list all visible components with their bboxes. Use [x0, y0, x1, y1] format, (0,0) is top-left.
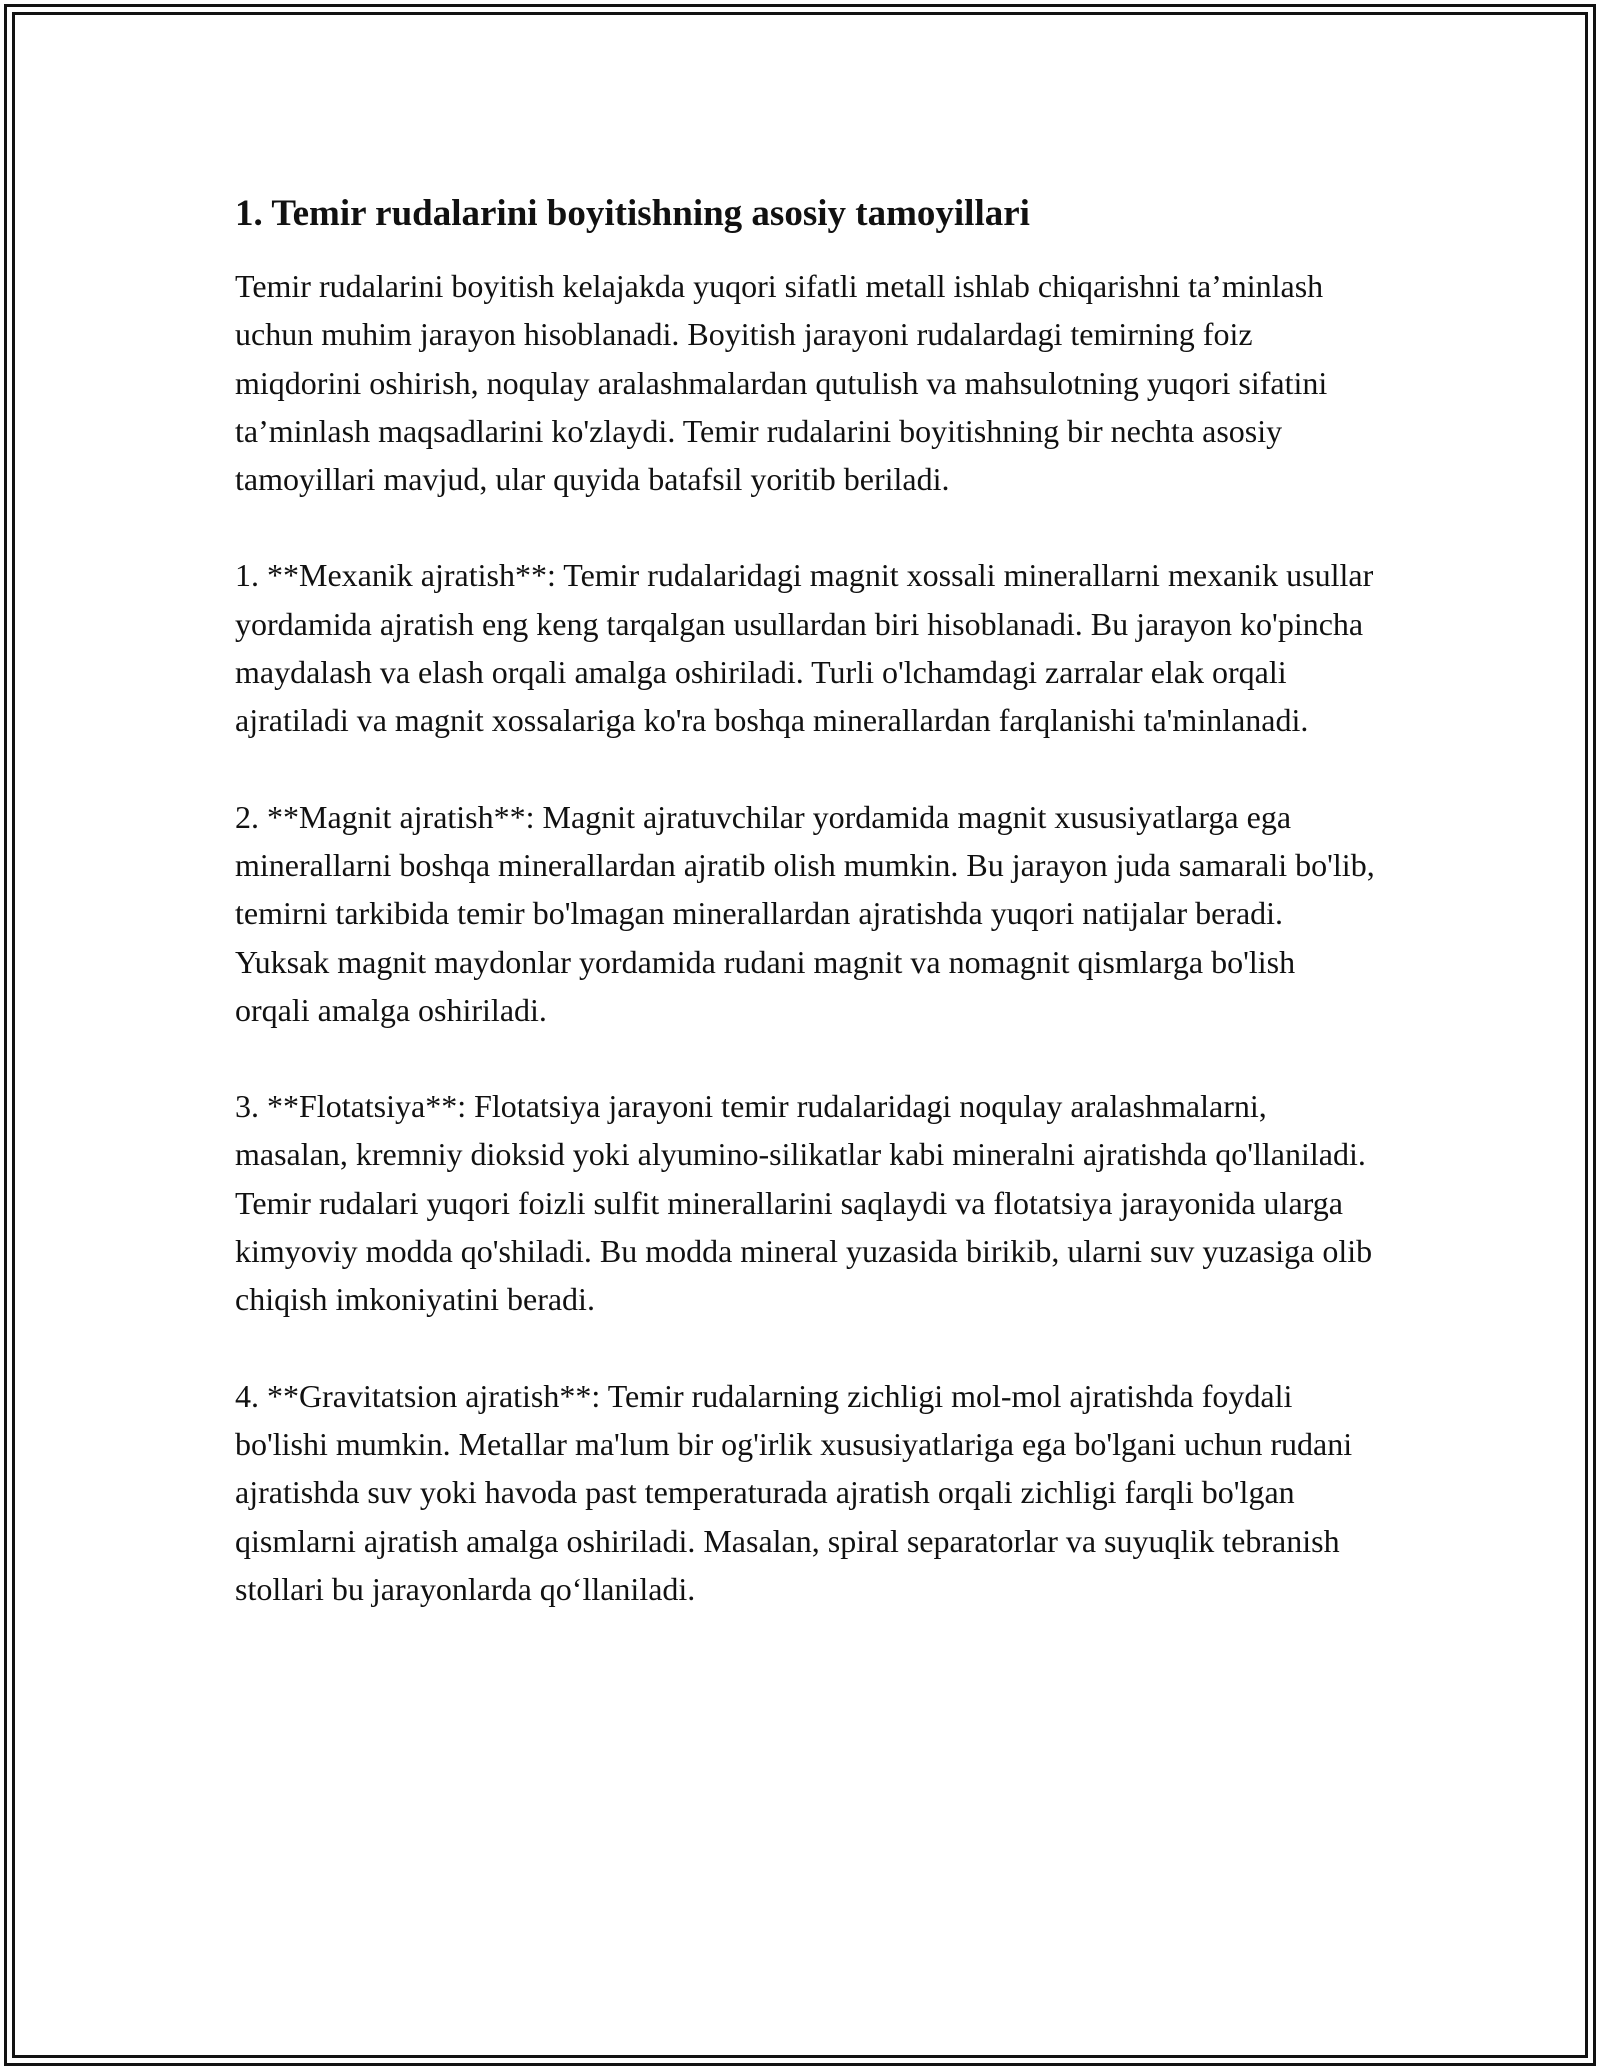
paragraph-flotatsiya: 3. **Flotatsiya**: Flotatsiya jarayoni temir rudalaridagi noqulay aralashmalarni, masalan, kremniy dioksid yoki alyumino-silikatlar kabi mineralni ajratishda qo'llaniladi. Temir rudalari yuqori foizli sulfit minerallarini saqlaydi va flotatsiya jarayonida ularga kimyoviy modda qo'shiladi. Bu modda mineral yuzasida birikib, ularni suv yuzasiga olib chiqish imkoniyatini beradi.: [235, 1088, 1373, 1318]
paragraph-gravitatsion-ajratish: 4. **Gravitatsion ajratish**: Temir rudalarning zichligi mol-mol ajratishda foydali bo'lishi mumkin. Metallar ma'lum bir og'irlik xususiyatlariga ega bo'lgani uchun rudani ajratishda suv yoki havoda past temperaturada ajratish orqali zichligi farqli bo'lgan qismlarni ajratish amalga oshiriladi. Masalan, spiral separatorlar va suyuqlik tebranish stollari bu jarayonlarda qo‘llaniladi.: [235, 1377, 1353, 1607]
section-title: 1. Temir rudalarini boyitishning asosiy tamoyillari: [235, 193, 1030, 234]
paragraph-mexanik-ajratish: 1. **Mexanik ajratish**: Temir rudalaridagi magnit xossali minerallarni mexanik usullar yordamida ajratish eng keng tarqalgan usullardan biri hisoblanadi. Bu jarayon ko'pincha maydalash va elash orqali amalga oshiriladi. Turli o'lchamdagi zarralar elak orqali ajratiladi va magnit xossalariga ko'ra boshqa minerallardan farqlanishi ta'minlanadi.: [235, 557, 1374, 739]
intro-paragraph: Temir rudalarini boyitish kelajakda yuqori sifatli metall ishlab chiqarishni ta’minlash uchun muhim jarayon hisoblanadi. Boyitish jarayoni rudalardagi temirning foiz miqdorini oshirish, noqulay aralashmalardan qutulish va mahsulotning yuqori sifatini ta’minlash maqsadlarini ko'zlaydi. Temir rudalarini boyitishning bir nechta asosiy tamoyillari mavjud, ular quyida batafsil yoritib beriladi.: [235, 268, 1328, 498]
paragraph-magnit-ajratish: 2. **Magnit ajratish**: Magnit ajratuvchilar yordamida magnit xususiyatlarga ega minerallarni boshqa minerallardan ajratib olish mumkin. Bu jarayon juda samarali bo'lib, temirni tarkibida temir bo'lmagan minerallardan ajratishda yuqori natijalar beradi. Yuksak magnit maydonlar yordamida rudani magnit va nomagnit qismlarga bo'lish orqali amalga oshiriladi.: [235, 798, 1375, 1028]
document-body: [235, 188, 1375, 1661]
